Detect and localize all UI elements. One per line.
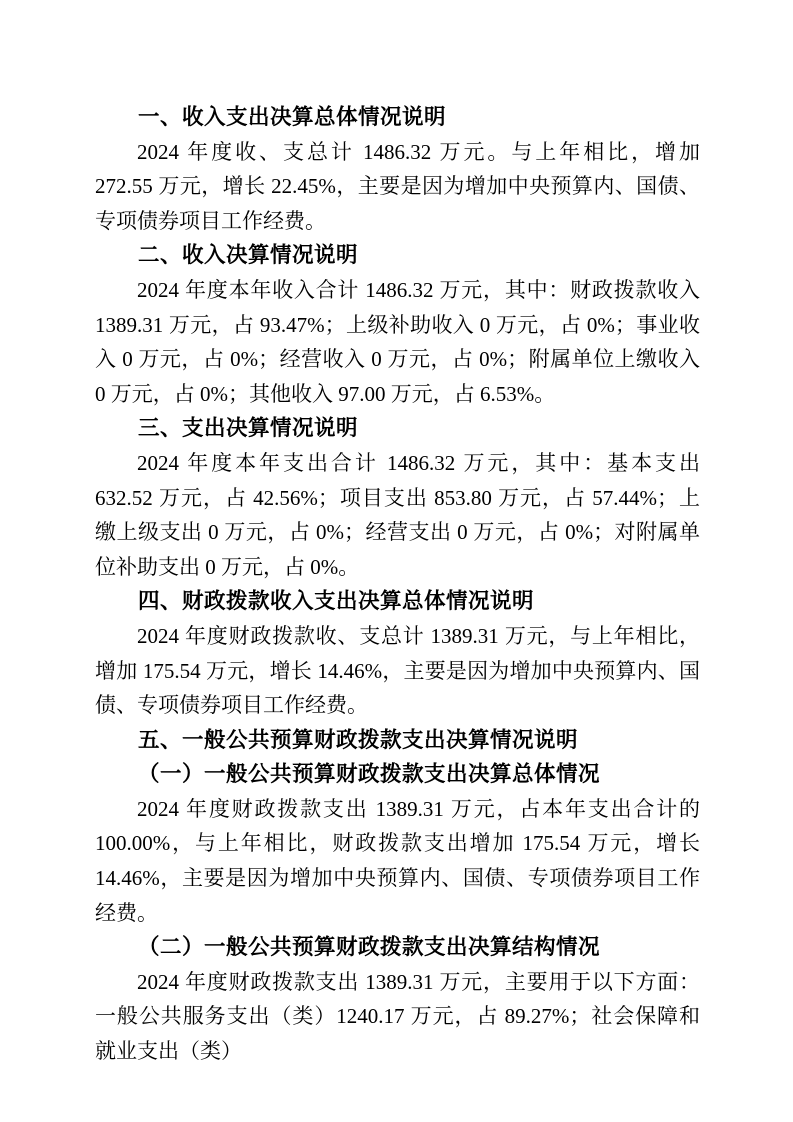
section-1-paragraph: 2024 年度收、支总计 1486.32 万元。与上年相比，增加 272.55 万元，增长 22.45%，主要是因为增加中央预算内、国债、专项债券项目工作经费。 [95,139,700,233]
section-2-heading: 二、收入决算情况说明 [138,243,359,268]
section-3-paragraph: 2024 年度本年支出合计 1486.32 万元，其中：基本支出 632.52 万元，占 42.56%；项目支出 853.80 万元，占 57.44%；上缴上级支出 0 万元，占 0%；经营支出 0 万元，占 0%；对附属单位补助支出 0 万元，占 0%。 [95,450,700,579]
section-3-heading: 三、支出决算情况说明 [138,416,359,441]
section-1-heading: 一、收入支出决算总体情况说明 [138,105,447,129]
section-5-subsection-2-paragraph: 2024 年度财政拨款支出 1389.31 万元，主要用于以下方面：一般公共服务支出（类）1240.17 万元，占 89.27%；社会保障和就业支出（类） [95,969,700,1064]
section-5-heading: 五、一般公共预算财政拨款支出决算情况说明 [138,727,579,752]
section-5-subsection-1-heading: （一）一般公共预算财政拨款支出决算总体情况 [138,762,601,787]
section-4-paragraph: 2024 年度财政拨款收、支总计 1389.31 万元，与上年相比，增加 175.54 万元，增长 14.46%，主要是因为增加中央预算内、国债、专项债券项目工作经费。 [95,623,700,718]
section-2-paragraph: 2024 年度本年收入合计 1486.32 万元，其中：财政拨款收入 1389.31 万元，占 93.47%；上级补助收入 0 万元，占 0%；事业收入 0 万元，占 0%；经营收入 0 万元，占 0%；附属单位上缴收入 0 万元，占 0%；其他收入 97.00 万元，占 6.53%。 [95,277,700,406]
section-5-subsection-1-paragraph: 2024 年度财政拨款支出 1389.31 万元，占本年支出合计的 100.00%，与上年相比，财政拨款支出增加 175.54 万元，增长 14.46%，主要是因为增加中央预算内、国债、专项债券项目工作经费。 [95,796,700,925]
section-4-heading: 四、财政拨款收入支出决算总体情况说明 [138,589,535,614]
section-5-subsection-2-heading: （二）一般公共预算财政拨款支出决算结构情况 [138,935,601,960]
